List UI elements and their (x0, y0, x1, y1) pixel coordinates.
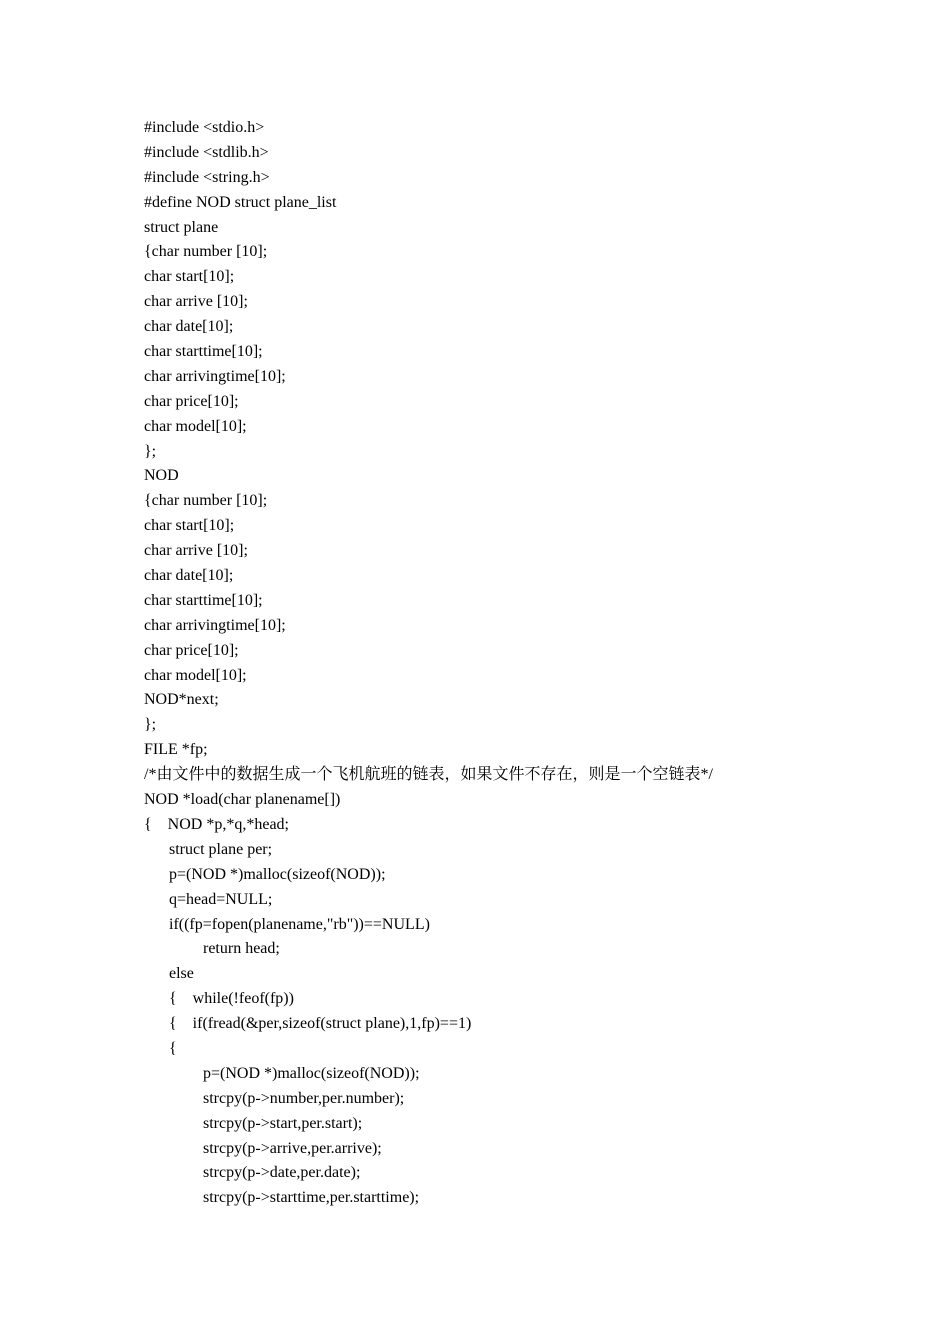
code-line-40: strcpy(p->number,per.number); (203, 1089, 405, 1107)
code-line-28: NOD *load(char planename[]) (144, 791, 341, 809)
code-line-16: {char number [10]; (144, 492, 268, 510)
code-line-38: { (169, 1039, 177, 1057)
code-line-4: #define NOD struct plane_list (144, 193, 337, 211)
code-listing (144, 116, 904, 1211)
code-line-10: char starttime[10]; (144, 343, 263, 361)
code-line-43: strcpy(p->date,per.date); (203, 1164, 361, 1182)
code-line-42: strcpy(p->arrive,per.arrive); (203, 1139, 382, 1157)
code-line-22: char price[10]; (144, 641, 239, 659)
code-line-14: }; (144, 442, 157, 460)
code-line-19: char date[10]; (144, 567, 234, 585)
code-line-23: char model[10]; (144, 666, 247, 684)
code-line-30: struct plane per; (169, 840, 273, 858)
code-line-2: #include <stdlib.h> (144, 143, 269, 161)
code-line-44: strcpy(p->starttime,per.starttime); (203, 1189, 420, 1207)
code-line-9: char date[10]; (144, 318, 234, 336)
code-line-41: strcpy(p->start,per.start); (203, 1114, 363, 1132)
code-line-15: NOD (144, 467, 179, 485)
code-line-39: p=(NOD *)malloc(sizeof(NOD)); (203, 1064, 420, 1082)
code-line-31: p=(NOD *)malloc(sizeof(NOD)); (169, 865, 386, 883)
code-line-18: char arrive [10]; (144, 542, 248, 560)
code-line-36: { while(!feof(fp)) (169, 990, 294, 1008)
code-line-34: return head; (203, 940, 280, 958)
code-line-11: char arrivingtime[10]; (144, 367, 286, 385)
code-line-32: q=head=NULL; (169, 890, 273, 908)
code-line-8: char arrive [10]; (144, 293, 248, 311)
code-line-12: char price[10]; (144, 392, 239, 410)
code-line-20: char starttime[10]; (144, 591, 263, 609)
code-comment-line: /*由文件中的数据生成一个飞机航班的链表，如果文件不存在，则是一个空链表*/ (144, 766, 713, 784)
code-line-29: { NOD *p,*q,*head; (144, 815, 289, 833)
code-line-1: #include <stdio.h> (144, 119, 265, 136)
code-line-3: #include <string.h> (144, 168, 270, 186)
code-line-37: { if(fread(&per,sizeof(struct plane),1,fp)==1) (169, 1015, 472, 1033)
code-line-35: else (169, 965, 194, 983)
code-line-24: NOD*next; (144, 691, 219, 709)
code-line-26: FILE *fp; (144, 741, 208, 759)
code-line-17: char start[10]; (144, 517, 235, 535)
code-line-7: char start[10]; (144, 268, 235, 286)
code-line-25: }; (144, 716, 157, 734)
code-line-5: struct plane (144, 218, 219, 236)
code-line-6: {char number [10]; (144, 243, 268, 261)
code-line-33: if((fp=fopen(planename,"rb"))==NULL) (169, 915, 430, 933)
code-line-21: char arrivingtime[10]; (144, 616, 286, 634)
code-line-13: char model[10]; (144, 417, 247, 435)
